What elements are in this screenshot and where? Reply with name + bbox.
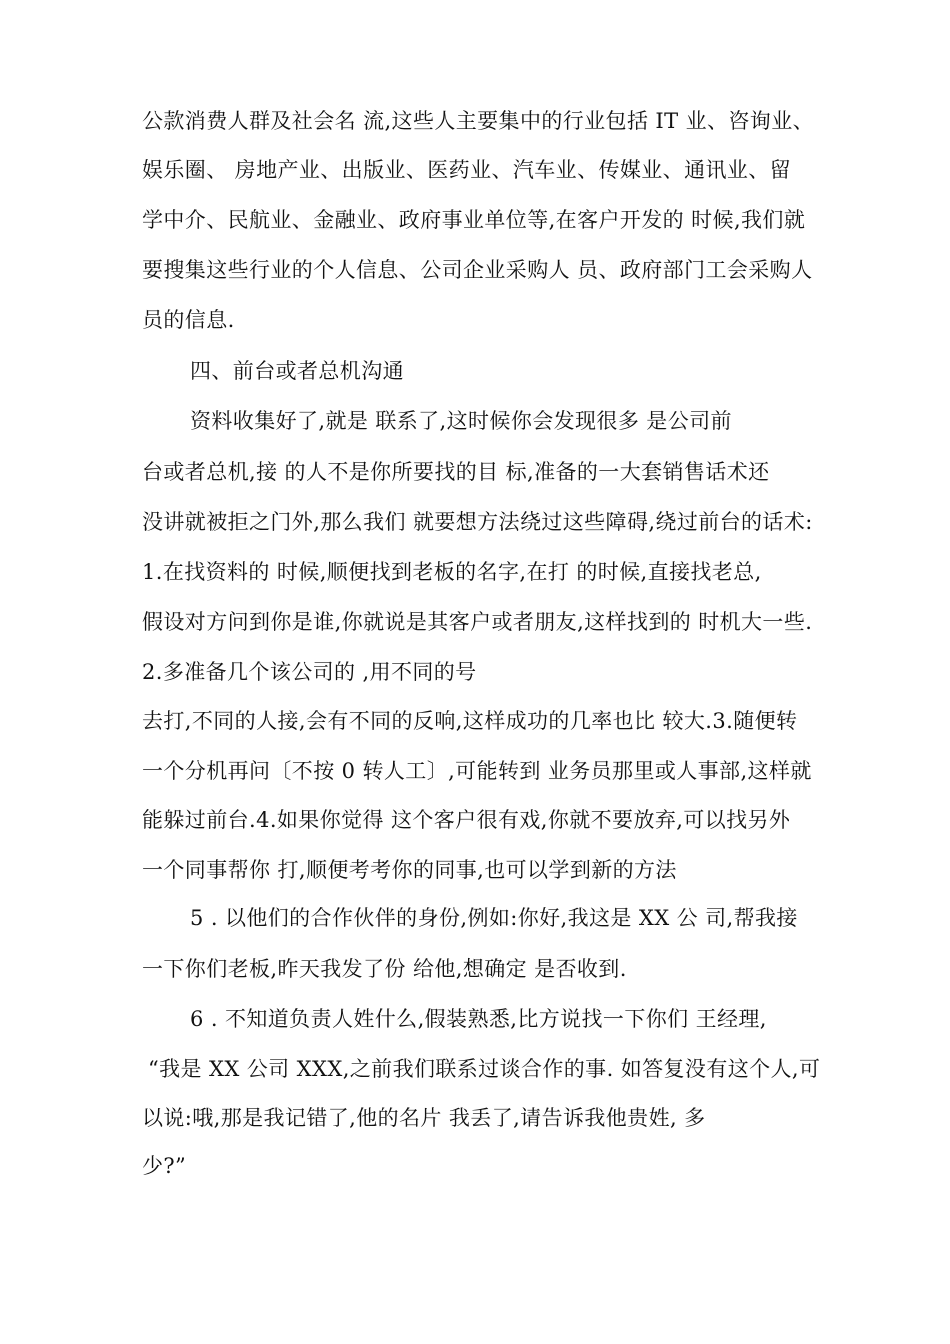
paragraph-line: 娱乐圈、 房地产业、出版业、医药业、汽车业、传媒业、通讯业、留 [142,158,792,182]
paragraph-line: 一个分机再问〔不按 0 转人工〕,可能转到 业务员那里或人事部,这样就 [142,759,812,783]
paragraph-line: 假设对方问到你是谁,你就说是其客户或者朋友,这样找到的 时机大一些. [142,610,813,634]
paragraph-line: 以说:哦,那是我记错了,他的名片 我丢了,请告诉我他贵姓, 多 [142,1106,706,1130]
paragraph-line: 2.多准备几个该公司的 ,用不同的号 [142,660,477,684]
paragraph-line: 5 . 以他们的合作伙伴的身份,例如:你好,我这是 XX 公 司,帮我接 [190,906,798,930]
paragraph-line: 资料收集好了,就是 联系了,这时候你会发现很多 是公司前 [190,409,732,433]
paragraph-line: 要搜集这些行业的个人信息、公司企业采购人 员、政府部门工会采购人 [142,258,813,282]
paragraph-line: 学中介、民航业、金融业、政府事业单位等,在客户开发的 时候,我们就 [142,208,806,232]
paragraph-line: 1.在找资料的 时候,顺便找到老板的名字,在打 的时候,直接找老总, [142,560,762,584]
paragraph-line: “我是 XX 公司 XXX,之前我们联系过谈合作的事. 如答复没有这个人,可 [148,1057,821,1081]
paragraph-line: 没讲就被拒之门外,那么我们 就要想方法绕过这些障碍,绕过前台的话术: [142,510,813,534]
paragraph-line: 员的信息. [142,308,235,332]
section-heading: 四、前台或者总机沟通 [190,359,404,383]
paragraph-line: 一下你们老板,昨天我发了份 给他,想确定 是否收到. [142,957,627,981]
paragraph-line: 6 . 不知道负责人姓什么,假装熟悉,比方说找一下你们 王经理, [190,1007,767,1031]
paragraph-line: 公款消费人群及社会名 流,这些人主要集中的行业包括 IT 业、咨询业、 [142,109,815,133]
paragraph-line: 台或者总机,接 的人不是你所要找的目 标,准备的一大套销售话术还 [142,460,770,484]
paragraph-line: 少?” [142,1154,187,1178]
paragraph-line: 一个同事帮你 打,顺便考考你的同事,也可以学到新的方法 [142,858,677,882]
paragraph-line: 能躲过前台.4.如果你觉得 这个客户很有戏,你就不要放弃,可以找另外 [142,808,791,832]
paragraph-line: 去打,不同的人接,会有不同的反响,这样成功的几率也比 较大.3.随便转 [142,709,798,733]
